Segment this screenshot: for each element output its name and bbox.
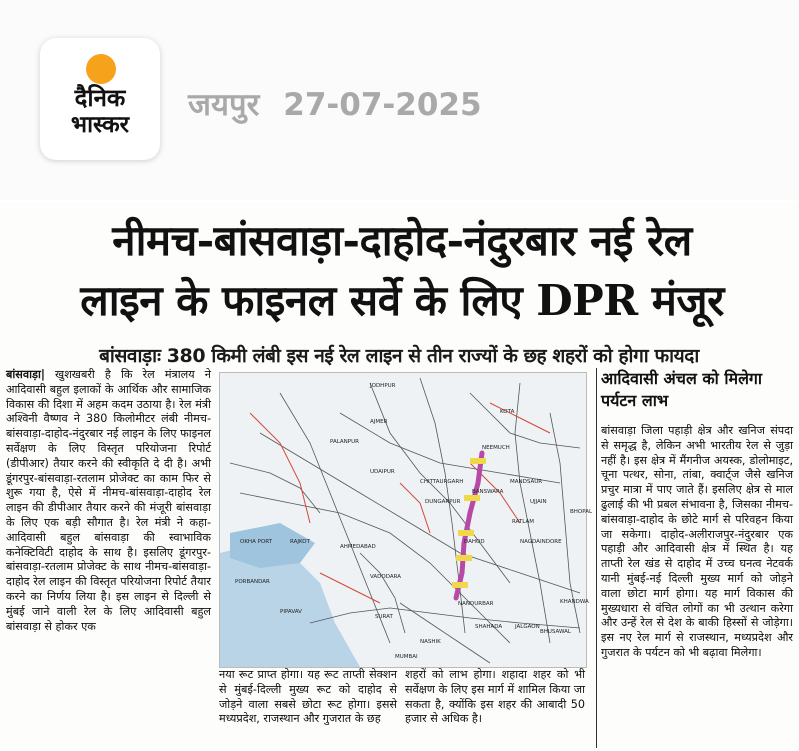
map-place-label: DAHOD — [464, 539, 485, 545]
map-place-label: AHMEDABAD — [340, 544, 376, 550]
sun-icon — [86, 54, 116, 84]
article-body-1: खुशखबरी है कि रेल मंत्रालय ने आदिवासी बहुल इलाकों के आर्थिक और सामाजिक विकास की दिशा में अहम कदम उठाया है। रेल मंत्री अश्विनी वैष्णव ने 380 किलोमीटर लंबी नीमच-बांसवाड़ा-दाहोद-नंदुरबार नई लाइन के लिए फाइनल सर्वेक्षण के लिए विस्तृत परियोजना रिपोर्ट (डीपीआर) तैयार करने की स्वीकृति दे दी है। अभी डूंगरपुर-बांसवाड़ा-रतलाम प्रोजेक्ट का काम फिर से शुरू गया है, ऐसे में नीमच-बांसवाड़ा-दाहोद रेल लाइन की डीपीआर तैयार करने की मंजूरी बांसवाड़ा के लिए एक बड़ी सौगात है। रेल मंत्री ने कहा- आदिवासी बहुल बांसवाड़ा की स्वाभाविक कनेक्टिविटी दाहोद के साथ है। इसलिए डूंगरपुर-बांसवाड़ा-रतलाम प्रोजेक्ट के साथ नीमच-बांसवाड़ा-दाहोद रेल लाइन की विस्तृत परियोजना रिपोर्ट तैयार करने का निर्णय लिया है। इस लाइन से दिल्ली से मुंबई जाने वाली रेल के लिए आदिवासी बहुल बांसवाड़ा से होकर एक — [6, 368, 211, 633]
rail-line — [515, 383, 550, 643]
gulf-area — [230, 523, 315, 568]
map-place-label: JODHPUR — [370, 383, 396, 389]
station-highlight — [458, 530, 474, 536]
map-place-label: KOTA — [500, 409, 515, 415]
edition-date: 27-07-2025 — [283, 87, 482, 123]
map-place-label: MUMBAI — [395, 654, 418, 660]
map-place-label: KHANDWA — [560, 599, 589, 605]
column-divider — [596, 368, 597, 748]
map-place-label: OKHA PORT — [240, 539, 273, 545]
map-place-label: SURAT — [375, 614, 393, 620]
app-header — [0, 0, 799, 200]
map-place-label: NEEMUCH — [482, 445, 510, 451]
headline-line-1: नीमच-बांसवाड़ा-दाहोद-नंदुरबार नई रेल — [112, 216, 692, 265]
existing-rail-line — [400, 483, 430, 533]
logo-line-1: दैनिक — [74, 84, 126, 112]
existing-rail-line — [490, 403, 550, 433]
railway-route-map — [219, 372, 593, 668]
map-place-label: NAGDA — [520, 539, 540, 545]
map-place-label: JALGAON — [515, 624, 540, 630]
map-place-label: PORBANDAR — [235, 579, 270, 585]
map-place-label: AJMER — [370, 419, 388, 425]
station-highlight — [464, 495, 480, 501]
edition-city: जयपुर — [188, 87, 260, 123]
headline-line-2: लाइन के फाइनल सर्वे के लिए DPR मंजूर — [80, 276, 724, 325]
station-highlight — [452, 582, 468, 588]
map-place-label: BHUSAWAL — [540, 629, 571, 635]
map-place-label: UJJAIN — [530, 499, 547, 505]
map-place-label: UDAIPUR — [370, 469, 395, 475]
map-graphic — [220, 373, 593, 667]
existing-rail-line — [250, 413, 310, 523]
article-column-1 — [6, 368, 211, 634]
map-place-label: VADODARA — [370, 574, 401, 580]
side-article-body: बांसवाड़ा जिला पहाड़ी क्षेत्र और खनिज संपदा से समृद्ध है, लेकिन अभी भारतीय रेल से जुड़ा नहीं है। इस क्षेत्र में मैंगनीज अयस्क, डोलोमाइट, चूना पत्थर, सोना, तांबा, क्वार्ट्ज जैसे खनिज प्रचुर मात्रा में पाए जाते हैं। इसलिए क्षेत्र से माल ढुलाई की भी प्रबल संभावना है, जिसका नीमच-बांसवाड़ा-दाहोद के छोटे मार्ग से परिवहन किया जा सकेगा। दाहोद-अलीराजपुर-नंदुरबार एक पहाड़ी और आदिवासी क्षेत्र में स्थित है। यह ताप्ती रेल खंड से दाहोद में उच्च घनत्व नेटवर्क यानी मुंबई-नई दिल्ली मुख्य मार्ग को जोड़ने वाला छोटा मार्ग होगा। यह मार्ग विकास की मुख्यधारा से वंचित लोगों का भी उत्थान करेगा और उन्हें रेल से देश के बाकी हिस्सों से जोड़ेगा। इस नए रेल मार्ग से राजस्थान, मध्यप्रदेश और गुजरात के पर्यटन को भी बढ़ावा मिलेगा। — [601, 424, 793, 659]
map-place-label: BANSWARA — [472, 489, 504, 495]
map-place-label: INDORE — [540, 539, 562, 545]
station-highlight — [470, 458, 486, 464]
map-place-label: RATLAM — [512, 519, 534, 525]
article-dateline: बांसवाड़ा| — [6, 368, 45, 381]
article-column-2: नया रूट प्राप्त होगा। यह रूट ताप्ती सेक्शन से मुंबई-दिल्ली मुख्य रूट को दाहोद से जोड़ने वाला सबसे छोटा रूट होगा। इससे मध्यप्रदेश, राजस्थान और गुजरात के छह — [219, 668, 397, 726]
article-column-3: शहरों को लाभ होगा। शहादा शहर को भी सर्वेक्षण के लिए इस मार्ग में शामिल किया जा सकता है, क्योंकि इस शहर की आबादी 50 हजार से अधिक है। — [405, 668, 585, 726]
map-place-label: CHITTAURGARH — [420, 479, 464, 485]
rail-line — [360, 553, 405, 633]
newspaper-clipping — [0, 202, 799, 751]
map-place-label: PALANPUR — [330, 439, 359, 445]
map-place-label: NANDURBAR — [458, 601, 494, 607]
rail-line — [230, 463, 320, 513]
edition-dateline — [188, 83, 482, 125]
proposed-route-line — [456, 453, 482, 598]
side-heading: आदिवासी अंचल को मिलेगा पर्यटन लाभ — [601, 369, 763, 410]
map-place-label: NASHIK — [420, 639, 441, 645]
map-place-label: SHAHADA — [475, 624, 503, 630]
map-place-label: BHOPAL — [570, 509, 593, 515]
map-place-label: RAJKOT — [290, 539, 310, 545]
map-place-label: DUNGARPUR — [425, 499, 461, 505]
map-place-label: MANDSAUR — [510, 479, 543, 485]
station-highlight — [456, 555, 472, 561]
newspaper-logo — [40, 38, 160, 160]
map-place-label: PIPAVAV — [280, 609, 302, 615]
logo-line-2: भास्कर — [70, 112, 130, 138]
subheadline: बांसवाड़ाः 380 किमी लंबी इस नई रेल लाइन से तीन राज्यों के छह शहरों को होगा फायदा — [99, 345, 699, 367]
